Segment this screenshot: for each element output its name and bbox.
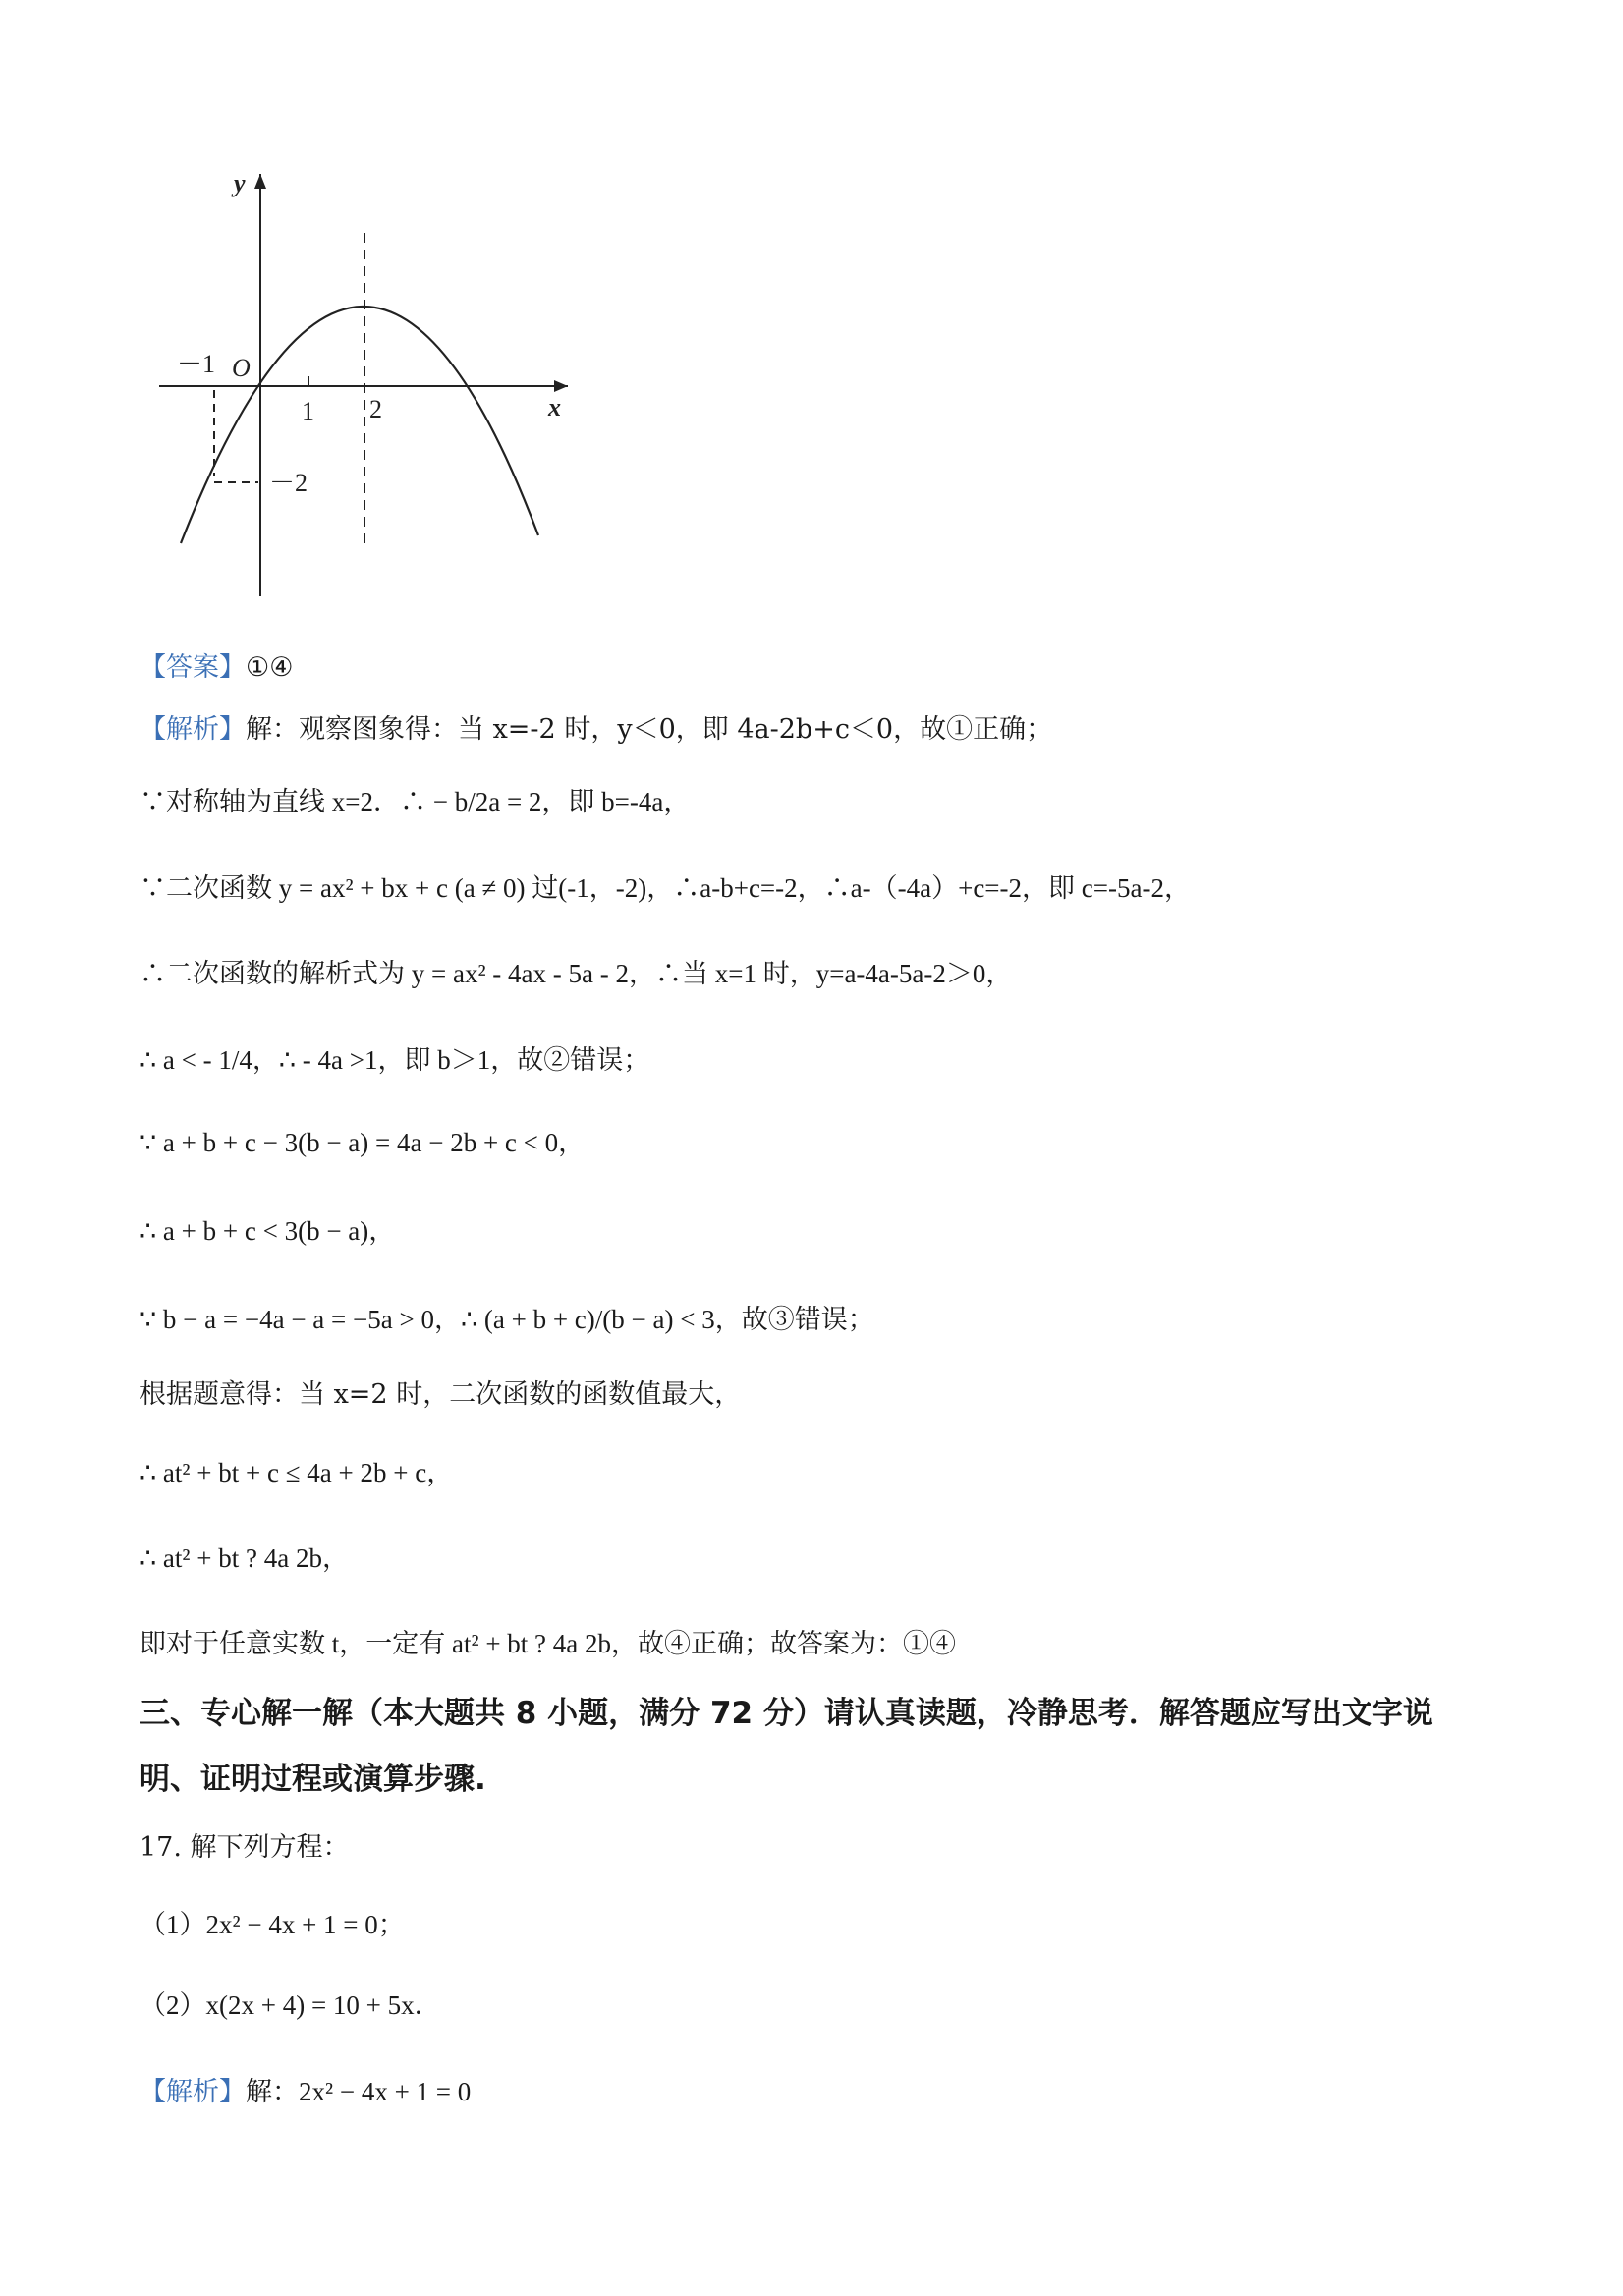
analysis-line-8: ∵ b − a = −4a − a = −5a > 0，∴ (a + b + c)/(b − a) < 3，故③错误； xyxy=(140,1305,874,1334)
problem-part-2: （2）x(2x + 4) = 10 + 5x． xyxy=(140,1990,441,2020)
answer-tag: 【答案】 xyxy=(140,652,246,683)
parabola-curve xyxy=(181,307,538,543)
problem-title: 17. 解下列方程： xyxy=(140,1832,350,1863)
origin-label: O xyxy=(232,354,251,382)
solution-tag: 【解析】 xyxy=(140,2077,246,2107)
analysis-line-7: ∴ a + b + c < 3(b − a)， xyxy=(140,1216,396,1246)
analysis-line-2: ∵对称轴为直线 x=2．∴ − b/2a = 2，即 b=-4a， xyxy=(140,787,691,816)
answer-line xyxy=(140,652,293,684)
solution-line xyxy=(140,2076,471,2108)
analysis-line-9: 根据题意得：当 x=2 时，二次函数的函数值最大， xyxy=(140,1379,742,1410)
problem-part-1: （1）2x² − 4x + 1 = 0； xyxy=(140,1910,405,1939)
analysis-line-5: ∴ a < - 1/4，∴ - 4a >1，即 b＞1，故②错误； xyxy=(140,1045,650,1075)
analysis-tag: 【解析】 xyxy=(140,714,246,745)
minus-one-label: －1 xyxy=(177,350,216,378)
analysis-line-3: ∵二次函数 y = ax² + bx + c (a ≠ 0) 过(-1，-2)，∴a-b+c=-2，∴a-（-4a）+c=-2，即 c=-5a-2， xyxy=(140,873,1191,903)
one-label: 1 xyxy=(302,397,314,425)
analysis-line-10: ∴ at² + bt + c ≤ 4a + 2b + c， xyxy=(140,1458,454,1487)
analysis-line-1 xyxy=(140,714,1052,746)
y-axis-label: y xyxy=(234,169,246,197)
parabola-figure xyxy=(147,162,580,604)
analysis-text-1: 解：观察图象得：当 x=-2 时，y＜0，即 4a-2b+c＜0，故①正确； xyxy=(246,714,1053,745)
minus-two-label: －2 xyxy=(269,469,308,497)
x-axis-arrow-icon xyxy=(554,380,568,392)
analysis-line-12: 即对于任意实数 t，一定有 at² + bt ? 4a 2b，故④正确；故答案为：①④ xyxy=(140,1629,957,1658)
solution-text: 解：2x² − 4x + 1 = 0 xyxy=(246,2077,472,2106)
analysis-line-4: ∴二次函数的解析式为 y = ax² - 4ax - 5a - 2，∴当 x=1 时，y=a-4a-5a-2＞0， xyxy=(140,959,1013,988)
answer-text: ①④ xyxy=(246,652,294,683)
section-heading-line-2: 明、证明过程或演算步骤. xyxy=(140,1762,486,1797)
x-axis-label: x xyxy=(548,393,561,421)
section-heading-line-1: 三、专心解一解（本大题共 8 小题，满分 72 分）请认真读题，冷静思考．解答题应写出文字说 xyxy=(140,1696,1433,1731)
y-axis-arrow-icon xyxy=(254,174,266,189)
analysis-line-11: ∴ at² + bt ? 4a 2b， xyxy=(140,1543,349,1573)
analysis-line-6: ∵ a + b + c − 3(b − a) = 4a − 2b + c < 0， xyxy=(140,1128,586,1157)
two-label: 2 xyxy=(369,395,382,423)
